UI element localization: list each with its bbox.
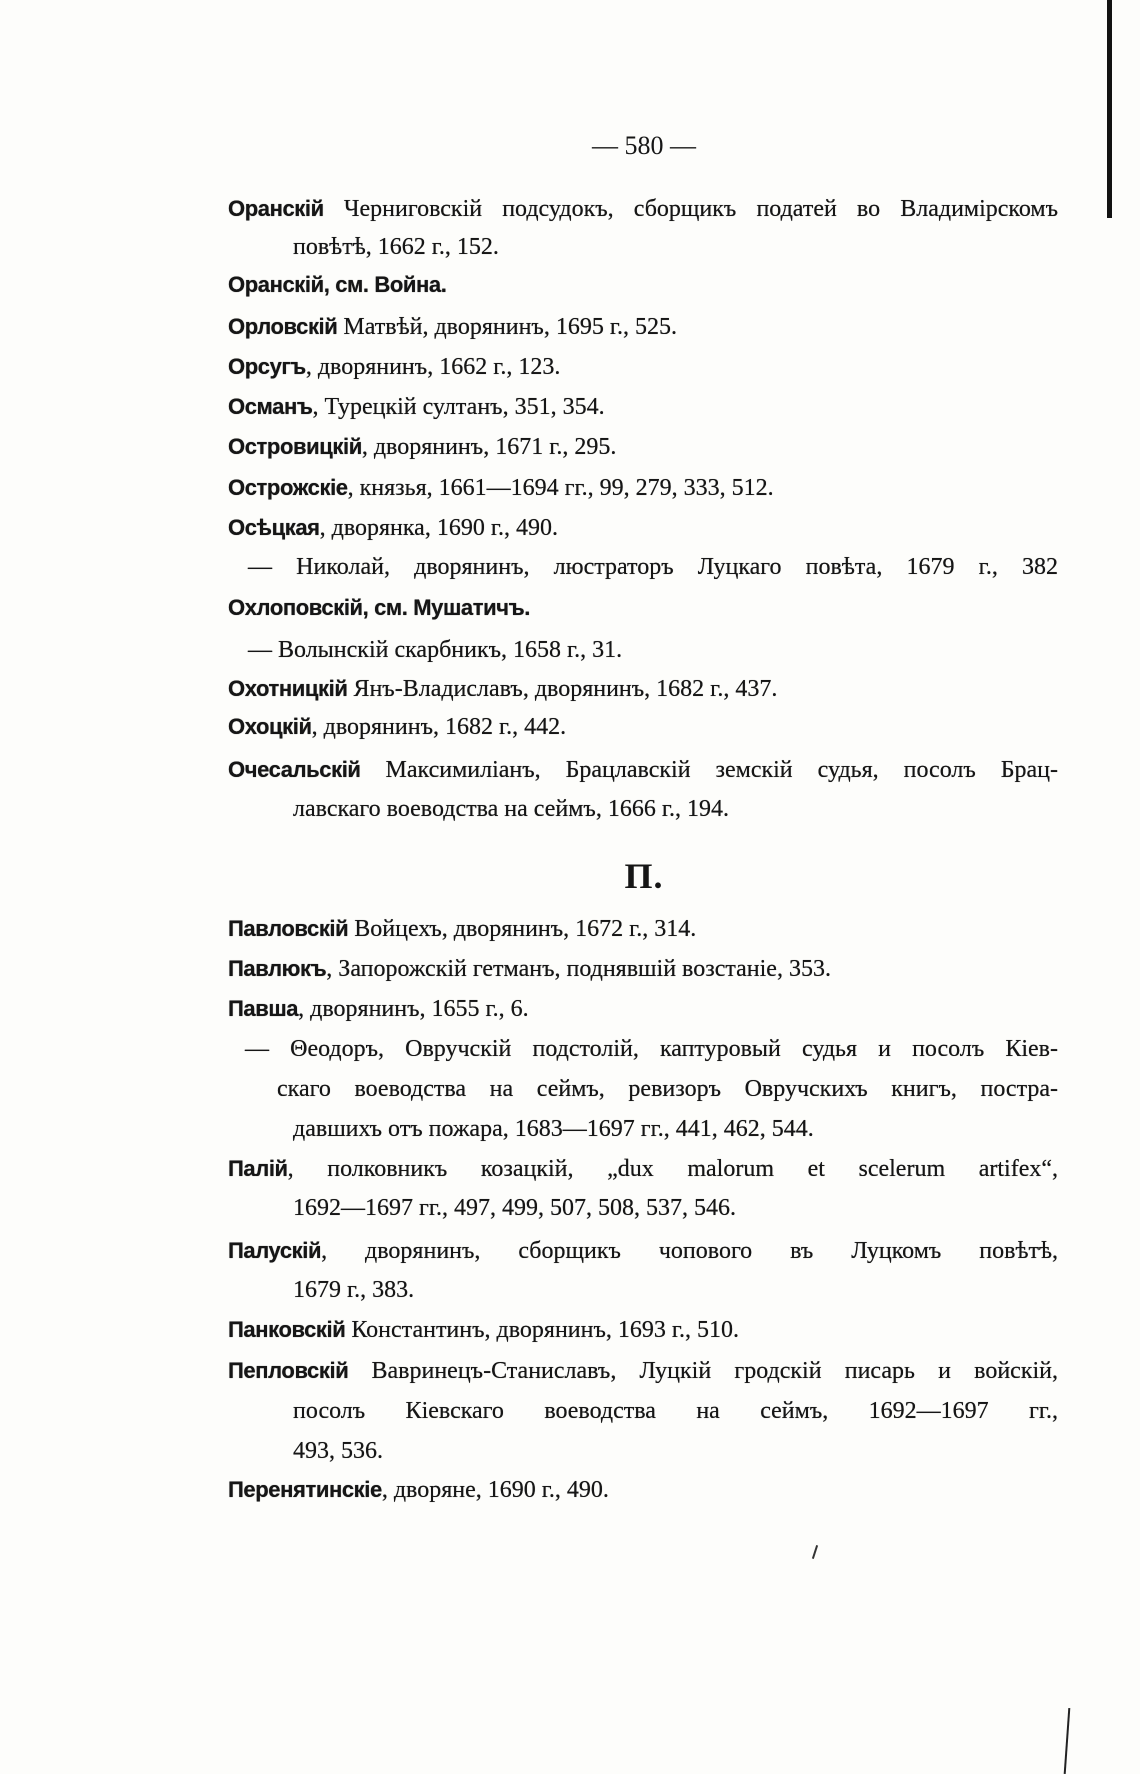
entry-text: , дворянка, 1690 г., 490.	[319, 515, 558, 541]
entry-text: Янъ-Владиславъ, дворянинъ, 1682 г., 437.	[347, 676, 778, 702]
entry-headword: Охотницкій	[228, 676, 348, 701]
entry-line	[228, 1310, 1058, 1350]
entry-continuation: 1679 г., 383.	[293, 1277, 415, 1303]
entry-headword: Палускій	[228, 1238, 322, 1263]
entry-headword: Оранскій	[228, 272, 324, 297]
entry-headword: Орсугъ	[228, 354, 306, 379]
entry-line	[228, 1231, 1058, 1271]
scan-edge-line	[1064, 1708, 1071, 1774]
subentry-line: — Волынскій скарбникъ, 1658 г., 31.	[248, 637, 623, 663]
entry-continuation: повѣтѣ, 1662 г., 152.	[293, 234, 499, 260]
entry-text: Максимиліанъ, Брацлавскій земскій судья, посолъ Брац-	[360, 757, 1058, 783]
entry-line	[228, 949, 1058, 989]
cross-reference-target: Мушатичъ.	[413, 595, 530, 620]
entry-headword: Панковскій	[228, 1317, 346, 1342]
entry-text: , Запорожскій гетманъ, поднявшій возстаніе, 353.	[326, 956, 831, 982]
entry-text: Войцехъ, дворянинъ, 1672 г., 314.	[348, 916, 697, 942]
entry-text: , дворянинъ, 1671 г., 295.	[361, 434, 617, 460]
entry-text: Черниговскій подсудокъ, сборщикъ податей во Владимірскомъ	[323, 196, 1058, 222]
entry-text: , полковникъ козацкій, „dux malorum et scelerum artifex“,	[287, 1156, 1058, 1182]
entry-line	[228, 387, 1058, 427]
entry-text: , дворянинъ, 1655 г., 6.	[298, 996, 529, 1022]
entry-headword: Орловскій	[228, 314, 338, 339]
section-heading: П.	[624, 856, 664, 896]
entry-headword: Пепловскій	[228, 1358, 349, 1383]
entry-line	[228, 1351, 1058, 1391]
entry-line	[228, 427, 1058, 467]
entry-text: , дворянинъ, 1682 г., 442.	[311, 714, 567, 740]
entry-headword: Охлоповскій	[228, 595, 363, 620]
entry-line	[228, 1470, 1058, 1510]
entry-headword: Очесальскій	[228, 757, 361, 782]
entry-line	[228, 588, 1058, 628]
entry-headword: Перенятинскіе	[228, 1477, 382, 1502]
entry-headword: Османъ	[228, 394, 313, 419]
entry-line	[228, 307, 1058, 347]
entry-line	[228, 508, 1058, 548]
entry-headword: Острожскіе	[228, 475, 348, 500]
entry-headword: Осѣцкая	[228, 515, 320, 540]
entry-headword: Павловскій	[228, 916, 349, 941]
entry-line	[228, 669, 1058, 709]
entry-headword: Островицкій	[228, 434, 362, 459]
entry-headword: Павша	[228, 996, 299, 1021]
entry-line	[228, 750, 1058, 790]
entry-line	[228, 1149, 1058, 1189]
entry-continuation: посолъ Кіевскаго воеводства на сеймъ, 1692—1697 гг.,	[293, 1398, 1058, 1424]
cross-reference-label: , см.	[323, 272, 375, 297]
subentry-line: — Θеодоръ, Овручскій подстолій, каптуровый судья и посолъ Кіев-	[245, 1036, 1058, 1062]
entry-text: Матвѣй, дворянинъ, 1695 г., 525.	[337, 314, 677, 340]
entry-continuation: лавскаго воеводства на сеймъ, 1666 г., 194.	[293, 796, 729, 822]
scan-mark	[812, 1545, 818, 1559]
entry-line	[228, 989, 1058, 1029]
entry-continuation: 493, 536.	[293, 1438, 383, 1464]
entry-headword: Охоцкій	[228, 714, 312, 739]
entry-headword: Палій	[228, 1156, 288, 1181]
entry-text: , дворяне, 1690 г., 490.	[381, 1477, 609, 1503]
entry-line	[228, 265, 1058, 305]
entry-line	[228, 707, 1058, 747]
entry-text: , дворянинъ, сборщикъ чопового въ Луцкомъ повѣтѣ,	[321, 1238, 1058, 1264]
entry-line	[228, 468, 1058, 508]
entry-text: Константинъ, дворянинъ, 1693 г., 510.	[345, 1317, 740, 1343]
entry-text: , дворянинъ, 1662 г., 123.	[305, 354, 561, 380]
entry-text: Вавринецъ-Станиславъ, Луцкій гродскій писарь и войскій,	[348, 1358, 1058, 1384]
cross-reference-target: Война.	[374, 272, 447, 297]
entry-text: , князья, 1661—1694 гг., 99, 279, 333, 512.	[347, 475, 774, 501]
page-number: — 580 —	[592, 131, 696, 160]
subentry-line: — Николай, дворянинъ, люстраторъ Луцкаго повѣта, 1679 г., 382	[248, 554, 1058, 580]
entry-line	[228, 189, 1058, 229]
entry-text: , Турецкій султанъ, 351, 354.	[312, 394, 605, 420]
entry-continuation: скаго воеводства на сеймъ, ревизоръ Овручскихъ книгъ, постра-	[277, 1076, 1058, 1102]
entry-headword: Павлюкъ	[228, 956, 327, 981]
entry-continuation: давшихъ отъ пожара, 1683—1697 гг., 441, 462, 544.	[293, 1116, 814, 1142]
cross-reference-label: , см.	[362, 595, 414, 620]
entry-line	[228, 347, 1058, 387]
entry-line	[228, 909, 1058, 949]
entry-headword: Оранскій	[228, 196, 324, 221]
entry-continuation: 1692—1697 гг., 497, 499, 507, 508, 537, 546.	[293, 1195, 736, 1221]
scan-edge-line	[1107, 0, 1112, 218]
